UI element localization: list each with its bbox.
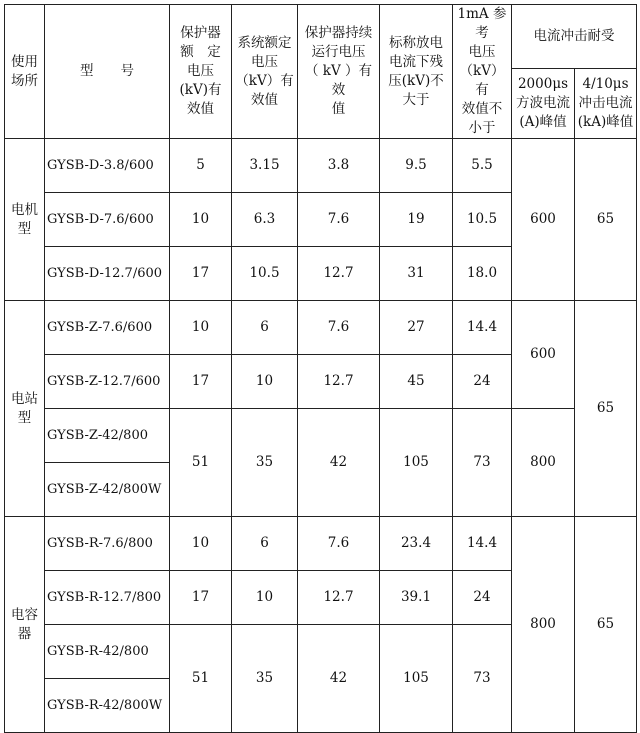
rated-voltage-cell: 17 <box>170 355 232 409</box>
rated-voltage-cell: 10 <box>170 517 232 571</box>
model-cell: GYSB-Z-42/800 <box>45 409 170 463</box>
header-surge-withstand: 电流冲击耐受 <box>512 5 637 69</box>
reference-voltage-cell: 14.4 <box>453 301 512 355</box>
system-voltage-cell: 10 <box>232 355 298 409</box>
reference-voltage-cell: 14.4 <box>453 517 512 571</box>
header-rated-voltage: 保护器 额 定 电压 (kV)有 效值 <box>170 5 232 139</box>
residual-voltage-cell: 19 <box>380 193 453 247</box>
model-cell: GYSB-Z-12.7/600 <box>45 355 170 409</box>
group-label-motor: 电机 型 <box>5 139 45 301</box>
continuous-voltage-cell: 12.7 <box>298 571 380 625</box>
header-square-wave-current: 2000μs 方波电流 (A)峰值 <box>512 68 575 138</box>
header-impulse-current: 4/10μs 冲击电流 (kA)峰值 <box>575 68 637 138</box>
header-system-voltage: 系统额定 电压 （kV）有 效值 <box>232 5 298 139</box>
model-cell: GYSB-Z-7.6/600 <box>45 301 170 355</box>
system-voltage-cell: 35 <box>232 625 298 733</box>
reference-voltage-cell: 18.0 <box>453 247 512 301</box>
model-cell: GYSB-R-42/800 <box>45 625 170 679</box>
residual-voltage-cell: 27 <box>380 301 453 355</box>
system-voltage-cell: 35 <box>232 409 298 517</box>
residual-voltage-cell: 105 <box>380 409 453 517</box>
reference-voltage-cell: 73 <box>453 625 512 733</box>
residual-voltage-cell: 31 <box>380 247 453 301</box>
continuous-voltage-cell: 12.7 <box>298 355 380 409</box>
continuous-voltage-cell: 3.8 <box>298 139 380 193</box>
system-voltage-cell: 10.5 <box>232 247 298 301</box>
model-cell: GYSB-R-7.6/800 <box>45 517 170 571</box>
square-wave-cell: 800 <box>512 517 575 733</box>
system-voltage-cell: 6.3 <box>232 193 298 247</box>
group-label-capacitor: 电容 器 <box>5 517 45 733</box>
square-wave-cell: 800 <box>512 409 575 517</box>
reference-voltage-cell: 73 <box>453 409 512 517</box>
header-continuous-voltage: 保护器持续 运行电压 （ kV ）有效 值 <box>298 5 380 139</box>
rated-voltage-cell: 17 <box>170 571 232 625</box>
rated-voltage-cell: 5 <box>170 139 232 193</box>
group-label-station: 电站 型 <box>5 301 45 517</box>
system-voltage-cell: 6 <box>232 301 298 355</box>
residual-voltage-cell: 23.4 <box>380 517 453 571</box>
system-voltage-cell: 10 <box>232 571 298 625</box>
reference-voltage-cell: 24 <box>453 355 512 409</box>
rated-voltage-cell: 10 <box>170 193 232 247</box>
square-wave-cell: 600 <box>512 301 575 409</box>
system-voltage-cell: 6 <box>232 517 298 571</box>
header-residual-voltage: 标称放电 电流下残 压(kV)不 大于 <box>380 5 453 139</box>
impulse-cell: 65 <box>575 517 637 733</box>
impulse-cell: 65 <box>575 301 637 517</box>
continuous-voltage-cell: 7.6 <box>298 517 380 571</box>
rated-voltage-cell: 10 <box>170 301 232 355</box>
model-cell: GYSB-D-7.6/600 <box>45 193 170 247</box>
header-model: 型 号 <box>45 5 170 139</box>
specification-table <box>4 4 637 733</box>
system-voltage-cell: 3.15 <box>232 139 298 193</box>
continuous-voltage-cell: 42 <box>298 625 380 733</box>
model-cell: GYSB-R-42/800W <box>45 679 170 733</box>
continuous-voltage-cell: 7.6 <box>298 301 380 355</box>
model-cell: GYSB-D-12.7/600 <box>45 247 170 301</box>
residual-voltage-cell: 9.5 <box>380 139 453 193</box>
reference-voltage-cell: 10.5 <box>453 193 512 247</box>
rated-voltage-cell: 51 <box>170 625 232 733</box>
reference-voltage-cell: 5.5 <box>453 139 512 193</box>
model-cell: GYSB-R-12.7/800 <box>45 571 170 625</box>
residual-voltage-cell: 45 <box>380 355 453 409</box>
model-cell: GYSB-D-3.8/600 <box>45 139 170 193</box>
residual-voltage-cell: 105 <box>380 625 453 733</box>
continuous-voltage-cell: 12.7 <box>298 247 380 301</box>
model-cell: GYSB-Z-42/800W <box>45 463 170 517</box>
header-reference-voltage: 1mA 参考 电压 （kV）有 效值不 小于 <box>453 5 512 139</box>
impulse-cell: 65 <box>575 139 637 301</box>
header-usage: 使用 场所 <box>5 5 45 139</box>
rated-voltage-cell: 51 <box>170 409 232 517</box>
reference-voltage-cell: 24 <box>453 571 512 625</box>
continuous-voltage-cell: 42 <box>298 409 380 517</box>
square-wave-cell: 600 <box>512 139 575 301</box>
rated-voltage-cell: 17 <box>170 247 232 301</box>
residual-voltage-cell: 39.1 <box>380 571 453 625</box>
continuous-voltage-cell: 7.6 <box>298 193 380 247</box>
